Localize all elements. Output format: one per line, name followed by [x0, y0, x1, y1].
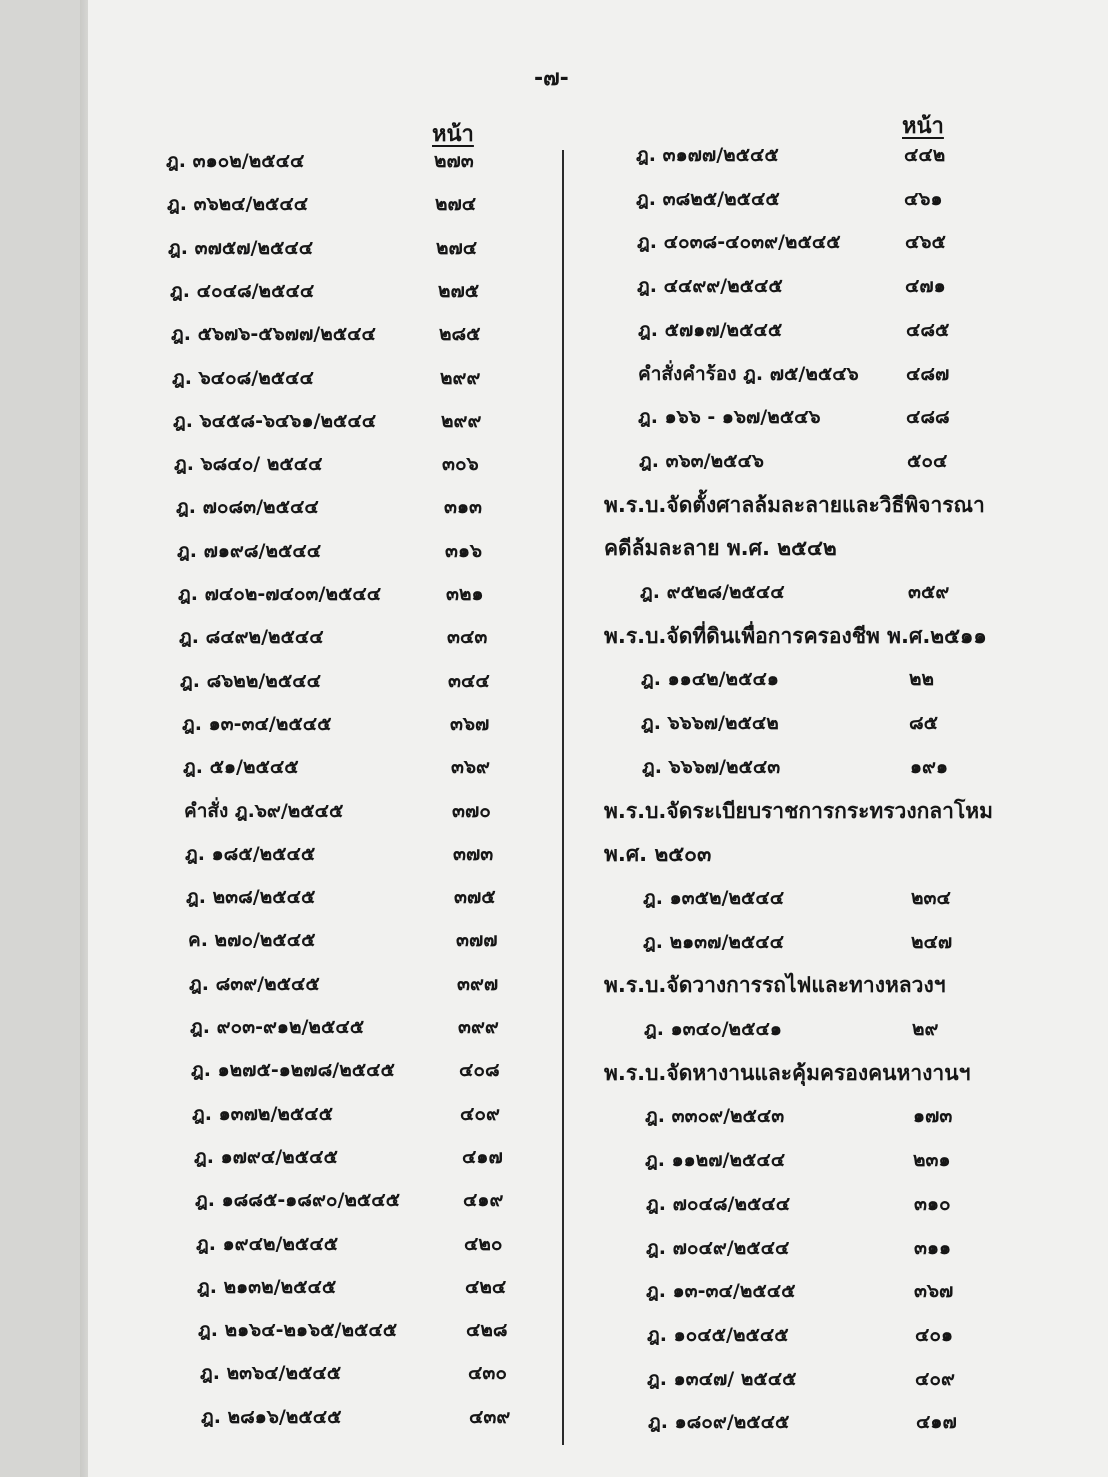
case-reference: ฎ. ๖๔๕๘-๖๔๖๑/๒๕๔๔ [173, 409, 377, 432]
case-reference: ฎ. ๔๔๙๙/๒๕๔๕ [637, 275, 783, 298]
section-heading: พ.ร.บ.จัดวางการรถไฟและทางหลวงฯ [604, 973, 946, 998]
case-reference: ฎ. ๖๖๖๗/๒๕๔๓ [642, 755, 781, 778]
case-reference: ฎ. ๑๓๔๐/๒๕๔๑ [644, 1018, 782, 1040]
case-reference: ฎ. ๘๖๒๒/๒๕๔๔ [180, 669, 321, 692]
case-reference: ค. ๒๗๐/๒๕๔๕ [188, 929, 316, 952]
case-reference: ฎ. ๓๖๓/๒๕๔๖ [639, 449, 764, 472]
page-reference: ๔๓๐ [468, 1362, 507, 1385]
case-reference: ฎ. ๓๗๕๗/๒๕๔๔ [168, 236, 314, 259]
page-reference: ๑๙๑ [910, 755, 949, 778]
page-reference: ๔๘๕ [906, 318, 950, 341]
page-reference: ๔๑๗ [462, 1145, 503, 1168]
case-reference: ฎ. ๓๖๒๔/๒๕๔๔ [167, 193, 309, 216]
case-reference: ฎ. ๑๘๐๙/๒๕๔๕ [648, 1411, 790, 1434]
section-heading: คดีล้มละลาย พ.ศ. ๒๕๔๒ [604, 536, 837, 561]
page-reference: ๓๒๑ [446, 583, 484, 605]
page-reference: ๔๑๗ [916, 1411, 957, 1434]
page-reference: ๒๗๔ [435, 193, 477, 216]
case-reference: ฎ. ๑๑๒๗/๒๕๔๔ [645, 1149, 786, 1172]
case-reference: ฎ. ๓๑๐๒/๒๕๔๔ [166, 150, 305, 172]
case-reference: ฎ. ๒๑๓๒/๒๕๔๕ [197, 1275, 337, 1298]
page-reference: ๒๗๕ [438, 279, 480, 302]
case-reference: ฎ. ๗๐๔๙/๒๕๔๔ [646, 1236, 790, 1259]
page-reference: ๒๙๙ [441, 409, 482, 432]
page-reference: ๓๗๕ [454, 886, 496, 909]
case-reference: ฎ. ๗๔๐๒-๗๔๐๓/๒๕๔๔ [178, 583, 382, 605]
case-reference: ฎ. ๑๑๔๒/๒๕๔๑ [641, 668, 779, 691]
section-heading: พ.ร.บ.จัดหางานและคุ้มครองคนหางานฯ [604, 1060, 971, 1085]
case-reference: ฎ. ๓๑๗๗/๒๕๔๕ [636, 144, 779, 166]
case-reference: ฎ. ๙๕๒๘/๒๕๔๔ [640, 581, 785, 603]
left-page-header: หน้า [432, 122, 474, 147]
case-reference: คำสั่งคำร้อง ฎ. ๗๕/๒๕๔๖ [638, 362, 859, 385]
page-reference: ๔๐๙ [460, 1102, 500, 1125]
case-reference: ฎ. ๗๑๙๘/๒๕๔๔ [177, 539, 322, 562]
case-reference: ฎ. ๖๘๔๐/ ๒๕๔๔ [174, 453, 323, 476]
case-reference: ฎ. ๒๑๓๗/๒๕๔๔ [643, 930, 785, 953]
page-reference: ๒๙ [912, 1018, 939, 1040]
section-heading: พ.ศ. ๒๕๐๓ [604, 842, 712, 867]
page-reference: ๒๗๓ [434, 150, 474, 172]
page-reference: ๔๘๗ [906, 362, 950, 385]
case-reference: ฎ. ๑๒๗๕-๑๒๗๘/๒๕๔๕ [191, 1059, 395, 1082]
case-reference: ฎ. ๑๗๙๔/๒๕๔๕ [194, 1145, 338, 1168]
page-reference: ๓๑๓ [444, 496, 483, 519]
page-reference: ๔๒๔ [465, 1275, 507, 1298]
page-reference: ๒๓๔ [911, 886, 951, 909]
page-reference: ๔๖๕ [905, 231, 946, 254]
case-reference: ฎ. ๑๓-๓๔/๒๕๔๕ [182, 712, 332, 735]
page-reference: ๓๑๑ [914, 1236, 952, 1259]
page-reference: ๑๗๓ [913, 1105, 953, 1128]
case-reference: ฎ. ๑๘๘๕-๑๘๙๐/๒๕๔๕ [195, 1189, 401, 1212]
case-reference: คำสั่ง ฎ.๖๙/๒๕๔๕ [184, 799, 344, 822]
page-reference: ๔๒๘ [466, 1319, 508, 1342]
page-reference: ๔๗๑ [905, 275, 946, 298]
case-reference: ฎ. ๙๐๓-๙๑๒/๒๕๔๕ [190, 1016, 365, 1038]
page-reference: ๔๘๘ [906, 406, 950, 429]
page-reference: ๔๑๙ [463, 1189, 504, 1212]
page-reference: ๒๒ [909, 668, 935, 691]
page-reference: ๓๗๐ [452, 799, 491, 822]
case-reference: ฎ. ๒๓๖๔/๒๕๔๕ [200, 1362, 342, 1385]
page-reference: ๔๓๙ [469, 1405, 511, 1428]
page-reference: ๓๔๓ [447, 626, 488, 649]
case-reference: ฎ. ๕๑/๒๕๔๕ [183, 756, 299, 779]
case-reference: ฎ. ๘๔๙๒/๒๕๔๔ [179, 626, 324, 649]
section-heading: พ.ร.บ.จัดตั้งศาลล้มละลายและวิธีพิจารณา [604, 492, 985, 517]
page-reference: ๔๖๑ [904, 187, 943, 210]
section-heading: พ.ร.บ.จัดที่ดินเพื่อการครองชีพ พ.ศ.๒๕๑๑ [604, 623, 987, 648]
page-reference: ๓๖๗ [914, 1280, 954, 1303]
right-page-header: หน้า [902, 114, 944, 139]
page-number: -๗- [534, 66, 569, 91]
case-reference: ฎ. ๕๗๑๗/๒๕๔๕ [638, 318, 783, 341]
page-reference: ๓๖๗ [450, 712, 490, 735]
page-reference: ๓๙๗ [457, 972, 499, 995]
page-reference: ๔๒๐ [464, 1232, 503, 1255]
case-reference: ฎ. ๑๙๔๒/๒๕๔๕ [196, 1232, 339, 1255]
column-divider [562, 150, 564, 1445]
case-reference: ฎ. ๕๖๗๖-๕๖๗๗/๒๕๔๔ [171, 323, 376, 346]
case-reference: ฎ. ๗๐๘๓/๒๕๔๔ [176, 496, 319, 519]
case-reference: ฎ. ๑๖๖ - ๑๖๗/๒๕๔๖ [638, 406, 821, 429]
page-reference: ๓๙๙ [458, 1016, 499, 1038]
page-reference: ๔๐๑ [915, 1323, 954, 1346]
page-reference: ๔๐๘ [459, 1059, 500, 1082]
case-reference: ฎ. ๔๐๔๘/๒๕๔๔ [170, 279, 315, 302]
case-reference: ฎ. ๑๓-๓๔/๒๕๔๕ [646, 1280, 796, 1303]
case-reference: ฎ. ๑๘๕/๒๕๔๕ [185, 842, 316, 865]
page-reference: ๒๙๙ [440, 366, 481, 389]
page-reference: ๘๕ [909, 712, 939, 735]
page-reference: ๓๕๙ [908, 581, 950, 603]
case-reference: ฎ. ๖๔๐๘/๒๕๔๔ [172, 366, 314, 389]
page-reference: ๓๗๗ [456, 929, 498, 952]
case-reference: ฎ. ๑๓๕๒/๒๕๔๔ [643, 886, 785, 909]
case-reference: ฎ. ๓๓๐๙/๒๕๔๓ [645, 1105, 785, 1128]
page-reference: ๒๗๔ [436, 236, 478, 259]
page-reference: ๓๗๓ [453, 842, 494, 865]
page-reference: ๔๐๙ [915, 1367, 955, 1390]
case-reference: ฎ. ๔๐๓๘-๔๐๓๙/๒๕๔๕ [637, 231, 841, 254]
case-reference: ฎ. ๘๓๙/๒๕๔๕ [189, 972, 320, 995]
page-reference: ๓๖๙ [451, 756, 490, 779]
page-reference: ๔๔๒ [904, 144, 946, 166]
section-heading: พ.ร.บ.จัดระเบียบราชการกระทรวงกลาโหม [604, 798, 993, 823]
page-reference: ๓๑๐ [914, 1192, 951, 1215]
case-reference: ฎ. ๒๓๘/๒๕๔๕ [186, 886, 316, 909]
case-reference: ฎ. ๓๘๒๕/๒๕๔๕ [636, 187, 780, 210]
page-reference: ๓๔๔ [448, 669, 490, 692]
page-reference: ๕๐๔ [907, 449, 948, 472]
case-reference: ฎ. ๖๖๖๗/๒๕๔๒ [641, 712, 779, 735]
case-reference: ฎ. ๑๐๔๕/๒๕๔๕ [647, 1323, 789, 1346]
case-reference: ฎ. ๗๐๔๘/๒๕๔๔ [646, 1192, 791, 1215]
page-reference: ๓๐๖ [442, 453, 479, 476]
page-reference: ๓๑๖ [445, 539, 483, 562]
page-reference: ๒๘๕ [439, 323, 481, 346]
case-reference: ฎ. ๑๓๔๗/ ๒๕๔๕ [647, 1367, 797, 1390]
case-reference: ฎ. ๑๓๗๒/๒๕๔๕ [192, 1102, 334, 1125]
page-reference: ๒๔๗ [911, 930, 953, 953]
case-reference: ฎ. ๒๘๑๖/๒๕๔๕ [201, 1405, 342, 1428]
case-reference: ฎ. ๒๑๖๔-๒๑๖๕/๒๕๔๕ [198, 1319, 398, 1342]
page-reference: ๒๓๑ [913, 1149, 951, 1172]
